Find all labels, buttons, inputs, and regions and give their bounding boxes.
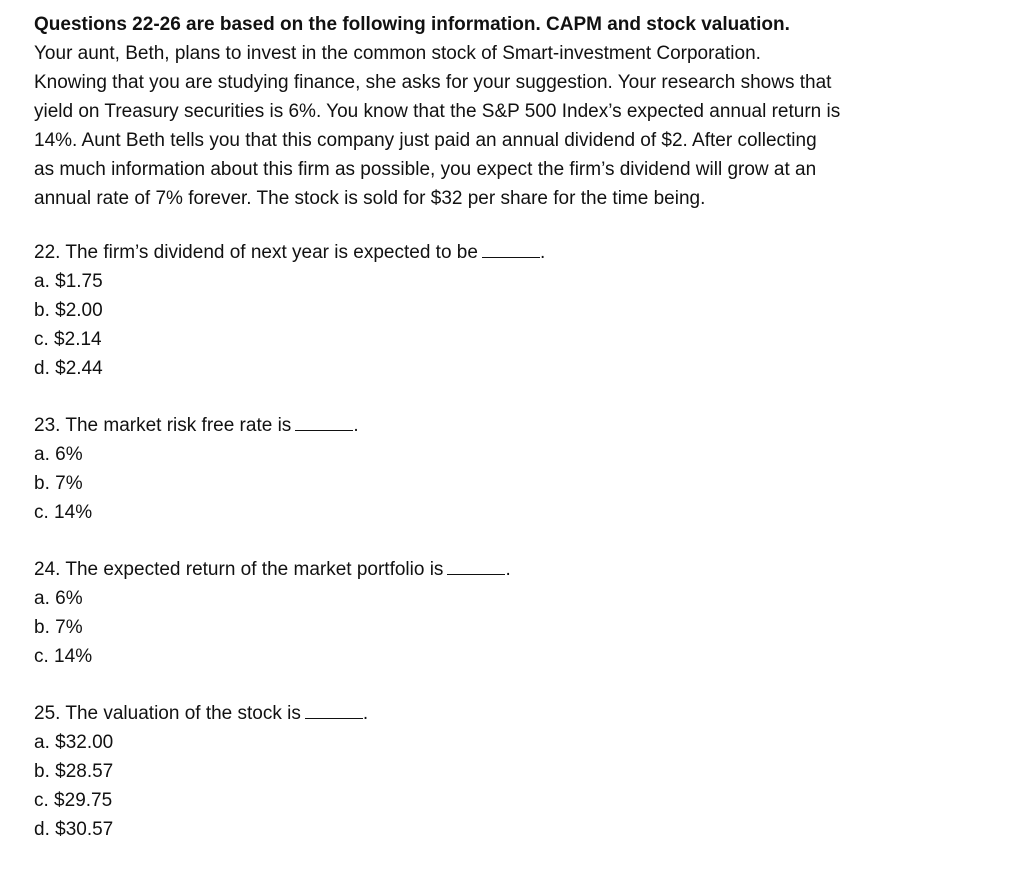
answer-option: a. 6% <box>34 444 83 465</box>
intro-heading: Questions 22-26 are based on the following information. CAPM and stock valuation. <box>34 14 790 35</box>
answer-blank <box>447 557 505 575</box>
question-text: 23. The market risk free rate is <box>34 415 292 436</box>
question-25 <box>34 699 368 844</box>
answer-option: c. $29.75 <box>34 790 113 811</box>
answer-option: b. 7% <box>34 473 83 494</box>
answer-option: a. $1.75 <box>34 271 103 292</box>
intro-line: Knowing that you are studying finance, she asks for your suggestion. Your research shows that <box>34 72 832 93</box>
document <box>34 10 994 840</box>
answer-option: d. $30.57 <box>34 819 114 840</box>
question-stem <box>34 699 368 728</box>
question-24 <box>34 555 511 671</box>
question-22 <box>34 238 545 383</box>
answer-option: c. $2.14 <box>34 329 102 350</box>
answer-blank <box>305 701 363 719</box>
answer-blank <box>295 413 353 431</box>
question-end: . <box>353 415 359 436</box>
question-stem <box>34 555 511 584</box>
answer-option: b. $2.00 <box>34 300 103 321</box>
answer-option: c. 14% <box>34 646 93 667</box>
answer-option: a. 6% <box>34 588 83 609</box>
question-text: 25. The valuation of the stock is <box>34 703 301 724</box>
intro-line: as much information about this firm as possible, you expect the firm’s dividend will grow at an <box>34 159 817 180</box>
intro-line: Your aunt, Beth, plans to invest in the common stock of Smart-investment Corporation. <box>34 43 761 64</box>
intro-section <box>34 10 994 213</box>
intro-line: 14%. Aunt Beth tells you that this company just paid an annual dividend of $2. After collecting <box>34 130 817 151</box>
intro-line: yield on Treasury securities is 6%. You know that the S&P 500 Index’s expected annual return is <box>34 101 841 122</box>
answer-option: c. 14% <box>34 502 93 523</box>
answer-option: a. $32.00 <box>34 732 114 753</box>
question-stem <box>34 411 359 440</box>
answer-blank <box>482 240 540 258</box>
answer-option: b. $28.57 <box>34 761 114 782</box>
answer-option: d. $2.44 <box>34 358 103 379</box>
question-23 <box>34 411 359 527</box>
question-text: 22. The firm’s dividend of next year is expected to be <box>34 242 478 263</box>
question-stem <box>34 238 545 267</box>
answer-option: b. 7% <box>34 617 83 638</box>
question-end: . <box>505 559 511 580</box>
intro-line: annual rate of 7% forever. The stock is sold for $32 per share for the time being. <box>34 188 706 209</box>
question-end: . <box>539 242 546 263</box>
question-end: . <box>362 703 369 724</box>
question-text: 24. The expected return of the market portfolio is <box>34 559 444 580</box>
